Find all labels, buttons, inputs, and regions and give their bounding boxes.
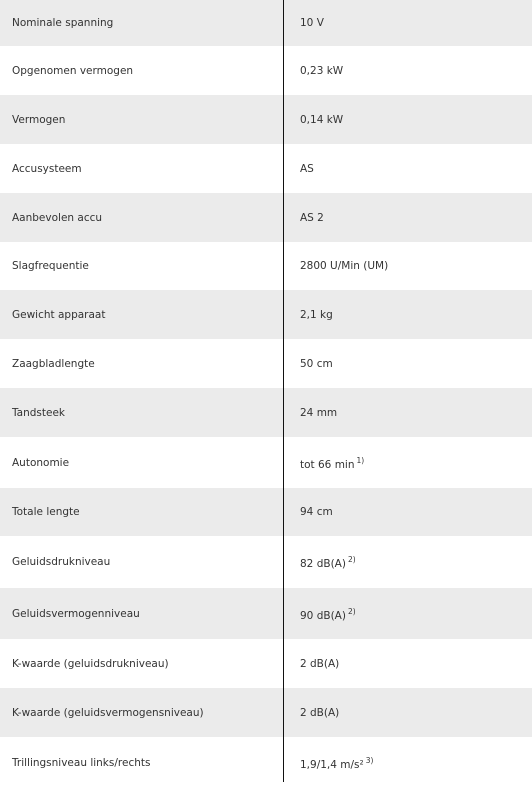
spec-row-k-waarde-geluidsvermogensniveau	[0, 688, 532, 737]
spec-label: Vermogen	[12, 113, 66, 126]
spec-row-opgenomen-vermogen	[0, 46, 532, 95]
spec-label: K-waarde (geluidsdrukniveau)	[12, 657, 169, 670]
spec-row-trillingsniveau	[0, 737, 532, 788]
spec-value	[284, 454, 532, 472]
spec-row-vermogen	[0, 95, 532, 144]
spec-value	[284, 162, 532, 176]
footnote-marker: 2)	[347, 606, 356, 616]
spec-row-k-waarde-geluidsdrukniveau	[0, 639, 532, 688]
spec-label: Opgenomen vermogen	[12, 64, 134, 77]
footnote-marker: 2)	[347, 555, 356, 564]
spec-label: Totale lengte	[12, 506, 80, 518]
spec-label: Geluidsdrukniveau	[12, 556, 111, 568]
spec-label: Accusysteem	[12, 162, 82, 175]
spec-value	[284, 308, 532, 322]
spec-label: Autonomie	[12, 456, 70, 469]
spec-row-gewicht-apparaat	[0, 290, 532, 339]
spec-value-text: 82 dB(A)	[300, 558, 346, 570]
spec-row-slagfrequentie	[0, 242, 532, 290]
spec-label: Slagfrequentie	[12, 260, 89, 272]
spec-value	[284, 754, 532, 772]
spec-value-text: 1,9/1,4 m/s²	[300, 758, 364, 771]
spec-label: K-waarde (geluidsvermogensniveau)	[12, 706, 204, 719]
footnote-marker: 1)	[356, 455, 365, 465]
spec-value-text: 10 V	[300, 17, 324, 29]
spec-value-text: 50 cm	[300, 357, 333, 370]
spec-label: Zaagbladlengte	[12, 357, 95, 370]
spec-value	[284, 706, 532, 720]
spec-row-geluidsvermogenniveau	[0, 588, 532, 639]
spec-value-text: 2,1 kg	[300, 308, 333, 321]
spec-value-text: 0,14 kW	[300, 113, 344, 126]
spec-value-text: 90 dB(A)	[300, 609, 346, 622]
spec-value-text: tot 66 min	[300, 458, 355, 471]
spec-value	[284, 605, 532, 623]
spec-value	[284, 113, 532, 127]
spec-value-text: AS	[300, 162, 314, 175]
spec-value-text: 24 mm	[300, 406, 338, 419]
column-divider	[283, 0, 284, 782]
spec-label: Trillingsniveau links/rechts	[12, 756, 151, 769]
spec-value	[284, 505, 532, 519]
spec-label: Aanbevolen accu	[12, 211, 103, 224]
spec-value-text: 2800 U/Min (UM)	[300, 260, 389, 272]
spec-row-geluidsdrukniveau	[0, 536, 532, 588]
spec-value	[284, 357, 532, 371]
spec-value-text: 94 cm	[300, 506, 333, 518]
spec-row-nominale-spanning	[0, 0, 532, 46]
spec-label: Gewicht apparaat	[12, 308, 106, 321]
spec-label: Tandsteek	[12, 406, 66, 419]
spec-value-text: 0,23 kW	[300, 64, 344, 77]
spec-value	[284, 16, 532, 30]
footnote-marker: 3)	[365, 755, 374, 765]
spec-value-text: 2 dB(A)	[300, 657, 340, 670]
spec-row-tandsteek	[0, 388, 532, 437]
spec-row-accusysteem	[0, 144, 532, 193]
spec-row-autonomie	[0, 437, 532, 488]
spec-row-aanbevolen-accu	[0, 193, 532, 242]
spec-value	[284, 657, 532, 671]
spec-value-text: AS 2	[300, 211, 324, 224]
spec-value	[284, 259, 532, 273]
spec-value	[284, 211, 532, 225]
spec-row-totale-lengte	[0, 488, 532, 536]
spec-label: Nominale spanning	[12, 17, 114, 29]
spec-value-text: 2 dB(A)	[300, 706, 340, 719]
spec-value	[284, 64, 532, 78]
spec-row-zaagbladlengte	[0, 339, 532, 388]
spec-value	[284, 406, 532, 420]
spec-label: Geluidsvermogenniveau	[12, 607, 140, 620]
spec-value	[284, 553, 532, 571]
